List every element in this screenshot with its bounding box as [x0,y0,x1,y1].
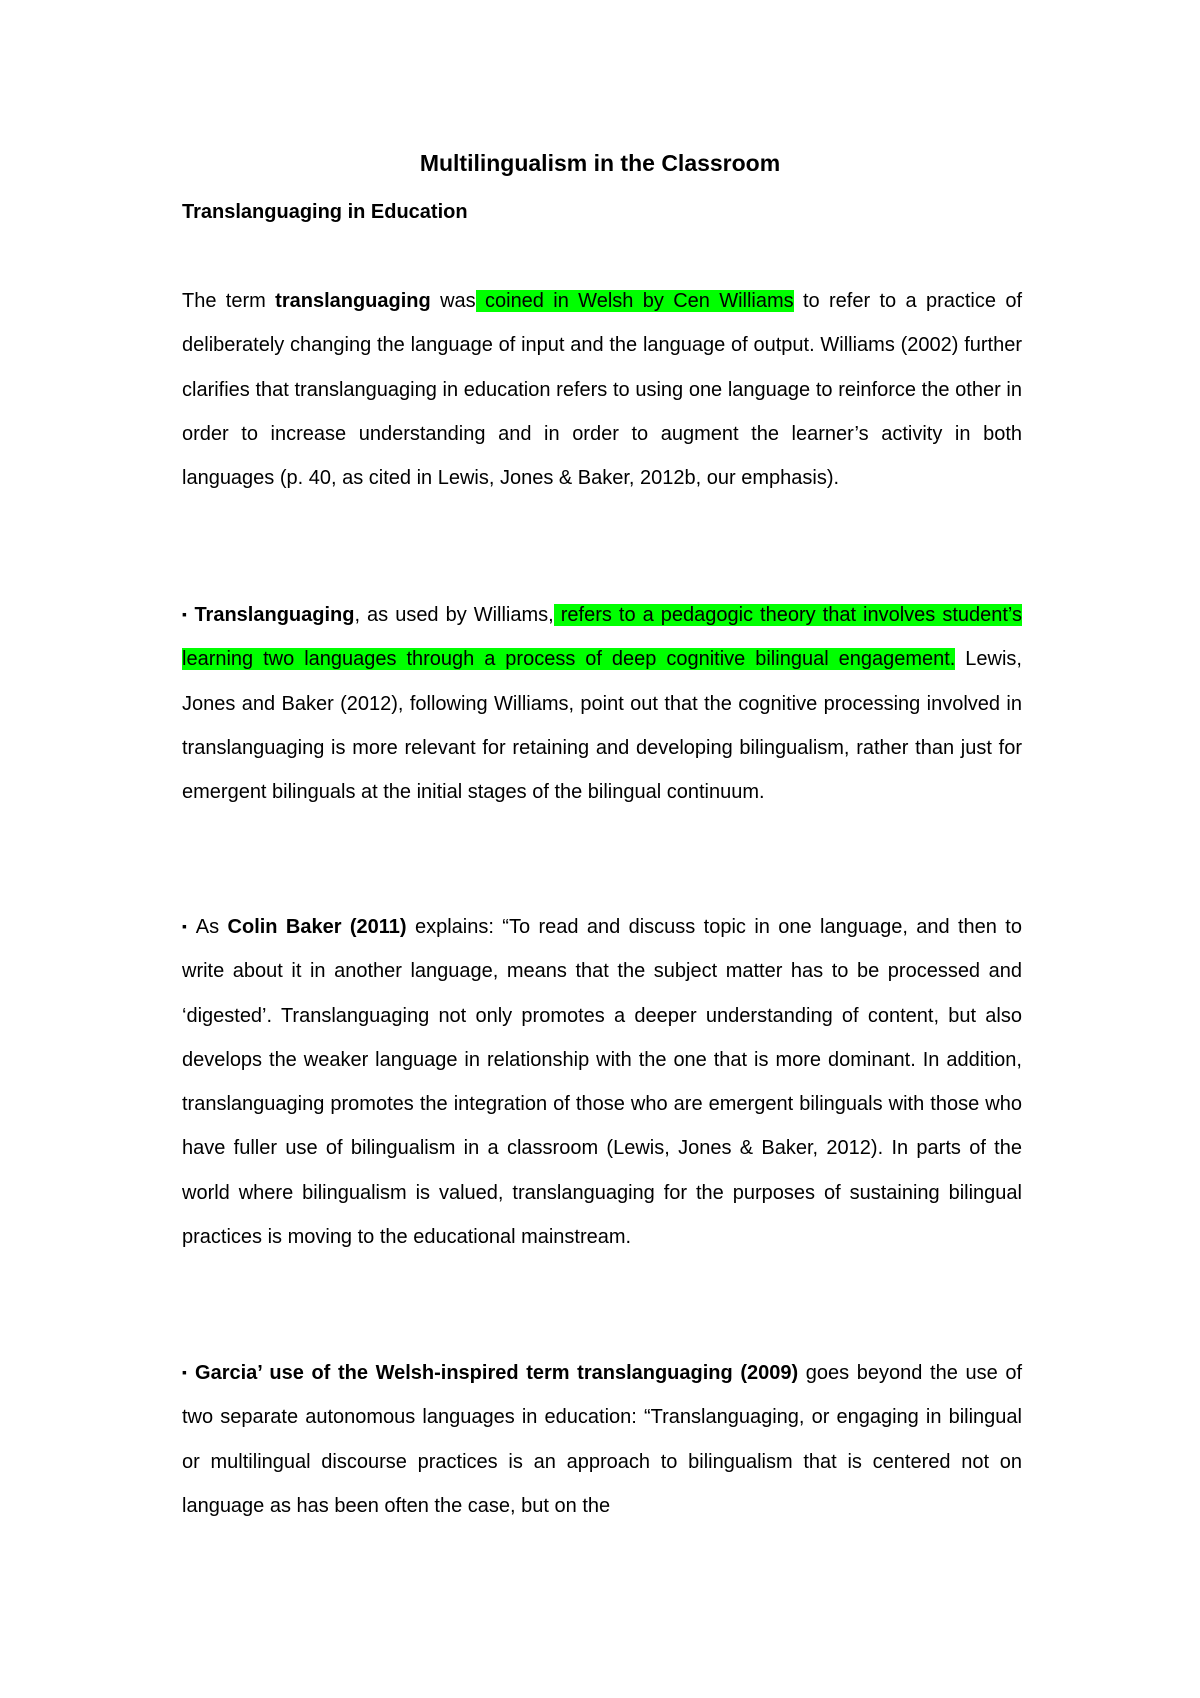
paragraph-1 [182,279,1022,500]
bullet-icon: ▪ [182,918,190,934]
paragraph-3 [182,904,1022,1259]
bold-term: Translanguaging [194,604,355,626]
document-title: Multilingualism in the Classroom [419,150,781,176]
paragraph-text: The term [182,290,276,312]
paragraph-text: explains: “To read and discuss topic in one language, and then to write about it in another language, means that the subject matter has to be processed and ‘digested’. Translanguaging not only promotes a deeper understanding of content, but also develops the weaker language in relationship with the one that is more dominant. In addition, translanguaging promotes the integration of those who are emergent bilinguals with those who have fuller use of bilingualism in a classroom (Lewis, Jones & Baker, 2012). In parts of the world where bilingualism is valued, translanguaging for the purposes of sustaining bilingual practices is moving to the educational mainstream. [182,916,1022,1249]
bold-term: Garcia’ use of the Welsh-inspired term translanguaging (2009) [195,1362,799,1384]
paragraph-4 [182,1350,1022,1528]
paragraph-text: , as used by Williams, [354,604,554,626]
paragraph-text: to refer to a practice of deliberately changing the language of input and the language of output. Williams (2002) further clarifies that translanguaging in education refers to using one language to reinforce the other in order to increase understanding and in order to augment the learner’s activity in both languages (p. 40, as cited in Lewis, Jones & Baker, 2012b, our emphasis). [182,290,1023,490]
highlighted-text: coined in Welsh by Cen Williams [475,290,794,312]
paragraph-text: As [195,916,228,938]
bullet-icon: ▪ [182,606,189,622]
paragraph-text: Lewis, Jones and Baker (2012), following Williams, point out that the cognitive processing involved in translanguaging is more relevant for retaining and developing bilingualism, rather than just for emergent bilinguals at the initial stages of the bilingual continuum. [182,648,1022,804]
bold-term: translanguaging [275,290,431,312]
section-heading: Translanguaging in Education [182,201,468,223]
bold-term: Colin Baker (2011) [227,916,407,938]
paragraph-text: was [430,290,476,312]
bullet-icon: ▪ [182,1364,190,1380]
paragraph-text: goes beyond the use of two separate autonomous languages in education: “Translanguaging, or engaging in bilingual or multilingual discourse practices is an approach to bilingualism that is centered not on language as has been often the case, but on the [182,1362,1022,1517]
paragraph-2 [182,592,1022,814]
highlighted-text: refers to a pedagogic theory that involves student’s learning two languages through a process of deep cognitive bilingual engagement. [182,604,1023,671]
